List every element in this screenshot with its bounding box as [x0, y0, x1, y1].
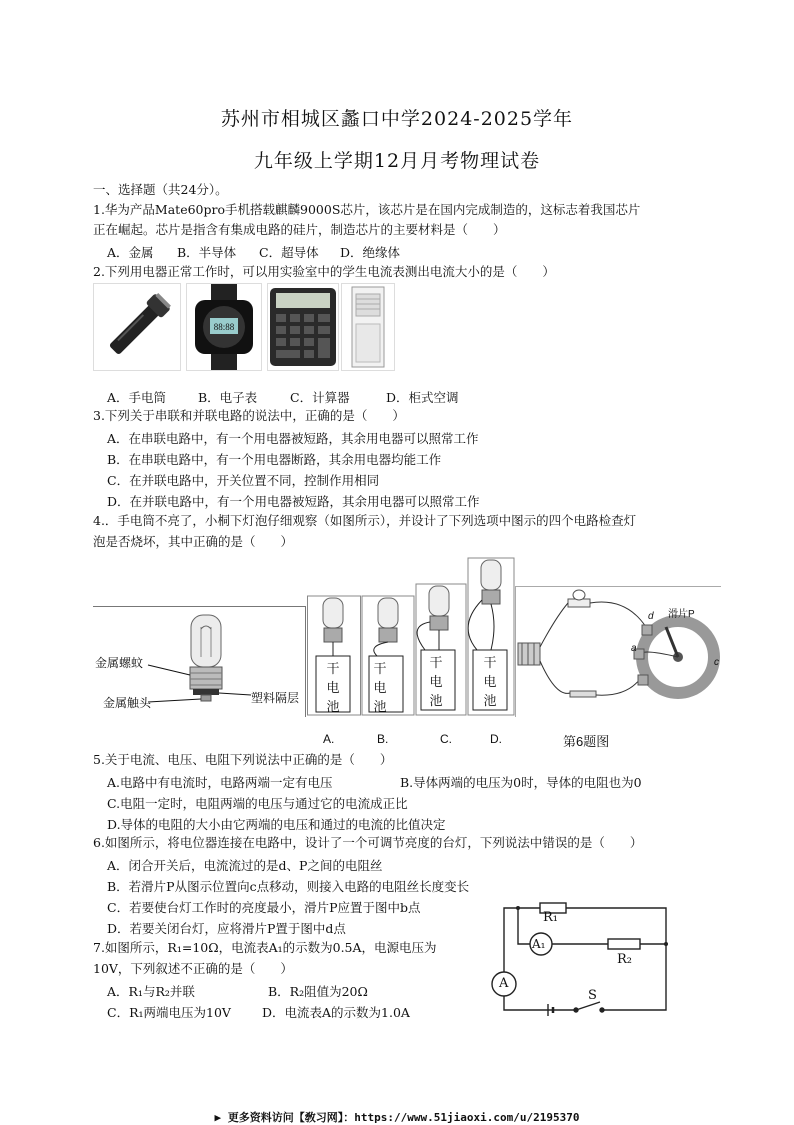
q1-stem-line1: 1.华为产品Mate60pro手机搭载麒麟9000S芯片，该芯片是在国内完成制造的，这标志着我国芯片 [93, 202, 641, 217]
fig6-caption: 第6题图 [563, 734, 610, 749]
paper-title-line2: 九年级上学期12月月考物理试卷 [253, 150, 541, 172]
battery-b-label [371, 660, 389, 717]
q7-option-c: C．R₁两端电压为10V [107, 1005, 231, 1020]
q4-stem-line2: 泡是否烧坏，其中正确的是（ ） [93, 534, 294, 549]
q2-stem: 2.下列用电器正常工作时，可以用实验室中的学生电流表测出电流大小的是（ ） [93, 264, 555, 279]
battery-c-char2: 电 [429, 675, 443, 690]
q5-option-c: C.电阻一定时，电阻两端的电压与通过它的电流成正比 [107, 796, 408, 811]
q3-stem: 3.下列关于串联和并联电路的说法中，正确的是（ ） [93, 408, 405, 423]
q6-option-b: B．若滑片P从图示位置向c点移动，则接入电路的电阻丝长度变长 [107, 879, 470, 894]
q6-option-c: C．若要使台灯工作时的亮度最小，滑片P应置于图中b点 [107, 900, 421, 915]
q4-option-d-label: D. [490, 732, 502, 746]
q6-option-d: D．若要关闭台灯，应将滑片P置于图中d点 [107, 921, 346, 936]
battery-b-char2: 电 [373, 681, 387, 696]
q4-stem-line1: 4.．手电筒不亮了，小桐下灯泡仔细观察（如图所示），并设计了下列选项中图示的四个电路检查灯 [93, 513, 637, 528]
q5-stem: 5.关于电流、电压、电阻下列说法中正确的是（ ） [93, 752, 393, 767]
label-plastic-layer: 塑料隔层 [251, 691, 300, 705]
battery-c-char1: 干 [429, 656, 443, 671]
fig6-label-d: d [648, 611, 654, 622]
battery-a-char3: 池 [326, 700, 340, 715]
battery-c-char3: 池 [429, 694, 443, 709]
battery-c-label [427, 654, 445, 711]
fig6-label-c: c [714, 657, 719, 668]
calculator-image [267, 283, 339, 371]
potentiometer-figure [515, 586, 721, 717]
battery-d-char1: 干 [483, 656, 497, 671]
q1-option-b: B．半导体 [177, 245, 237, 260]
q7-option-d: D．电流表A的示数为1.0A [262, 1005, 410, 1020]
section-heading: 一、选择题（共24分）。 [93, 182, 228, 197]
q7-stem-line2: 10V，下列叙述不正确的是（ ） [93, 961, 293, 976]
label-metal-thread: 金属螺蚊 [95, 656, 144, 670]
q2-option-c: C．计算器 [290, 390, 350, 405]
q5-option-a: A.电路中有电流时，电路两端一定有电压 [107, 775, 333, 790]
q3-option-a: A．在串联电路中，有一个用电器被短路，其余用电器可以照常工作 [107, 431, 479, 446]
q7-stem-line1: 7.如图所示，R₁=10Ω，电流表A₁的示数为0.5A，电源电压为 [93, 940, 437, 955]
q7-label-a1: A₁ [532, 937, 546, 951]
q6-option-a: A．闭合开关后，电流流过的是d、P之间的电阻丝 [107, 858, 383, 873]
q5-option-d: D.导体的电阻的大小由它两端的电压和通过的电流的比值决定 [107, 817, 446, 832]
q7-label-r2: R₂ [617, 952, 632, 967]
q3-option-c: C．在并联电路中，开关位置不同，控制作用相同 [107, 473, 380, 488]
q5-option-b: B.导体两端的电压为0时，导体的电阻也为0 [400, 775, 642, 790]
cabinet-air-conditioner-image [341, 283, 395, 371]
q4-option-a-label: A. [323, 732, 335, 746]
q2-option-a: A．手电筒 [107, 390, 167, 405]
battery-d-char3: 池 [483, 694, 497, 709]
q4-option-c-label: C. [440, 732, 452, 746]
fig6-label-a: a [631, 643, 637, 654]
q2-option-d: D．柜式空调 [386, 390, 459, 405]
q7-label-a: A [499, 976, 509, 991]
q1-option-a: A．金属 [107, 245, 154, 260]
q1-option-d: D．绝缘体 [340, 245, 401, 260]
battery-b-char3: 池 [373, 700, 387, 715]
battery-d-label [481, 654, 499, 711]
battery-a-label [324, 660, 342, 717]
battery-a-char2: 电 [326, 681, 340, 696]
battery-a-char1: 干 [326, 662, 340, 677]
q7-label-r1: R₁ [543, 910, 558, 925]
q7-circuit-figure [484, 898, 674, 1020]
svg-text:88:88: 88:88 [213, 322, 235, 332]
q6-stem: 6.如图所示，将电位器连接在电路中，设计了一个可调节亮度的台灯，下列说法中错误的是（ ） [93, 835, 643, 850]
flashlight-image [93, 283, 181, 371]
q4-option-b-label: B. [377, 732, 389, 746]
q1-option-c: C．超导体 [259, 245, 319, 260]
paper-title-line1: 苏州市相城区蠡口中学2024-2025学年 [220, 108, 574, 130]
label-metal-contact: 金属触头 [103, 696, 152, 710]
q2-option-b: B．电子表 [198, 390, 258, 405]
fig6-label-slider: 滑片P [668, 609, 695, 620]
electronic-watch-image [186, 283, 262, 371]
bulb-structure-figure [93, 606, 306, 717]
q1-stem-line2: 正在崛起。芯片是指含有集成电路的硅片，制造芯片的主要材料是（ ） [93, 222, 506, 237]
footer-link[interactable] [0, 1109, 794, 1125]
q7-option-a: A．R₁与R₂并联 [107, 984, 195, 999]
flag-icon: ▶ [214, 1111, 228, 1124]
q7-label-s: S [588, 988, 597, 1003]
battery-b-char1: 干 [373, 662, 387, 677]
q3-option-d: D．在并联电路中，有一个用电器被短路，其余用电器可以照常工作 [107, 494, 480, 509]
q7-option-b: B．R₂阻值为20Ω [268, 984, 368, 999]
q3-option-b: B．在串联电路中，有一个用电器断路，其余用电器均能工作 [107, 452, 442, 467]
battery-d-char2: 电 [483, 675, 497, 690]
footer-text: 更多资料访问【敎习网】：https://www.51jiaoxi.com/u/2195370 [227, 1111, 580, 1124]
